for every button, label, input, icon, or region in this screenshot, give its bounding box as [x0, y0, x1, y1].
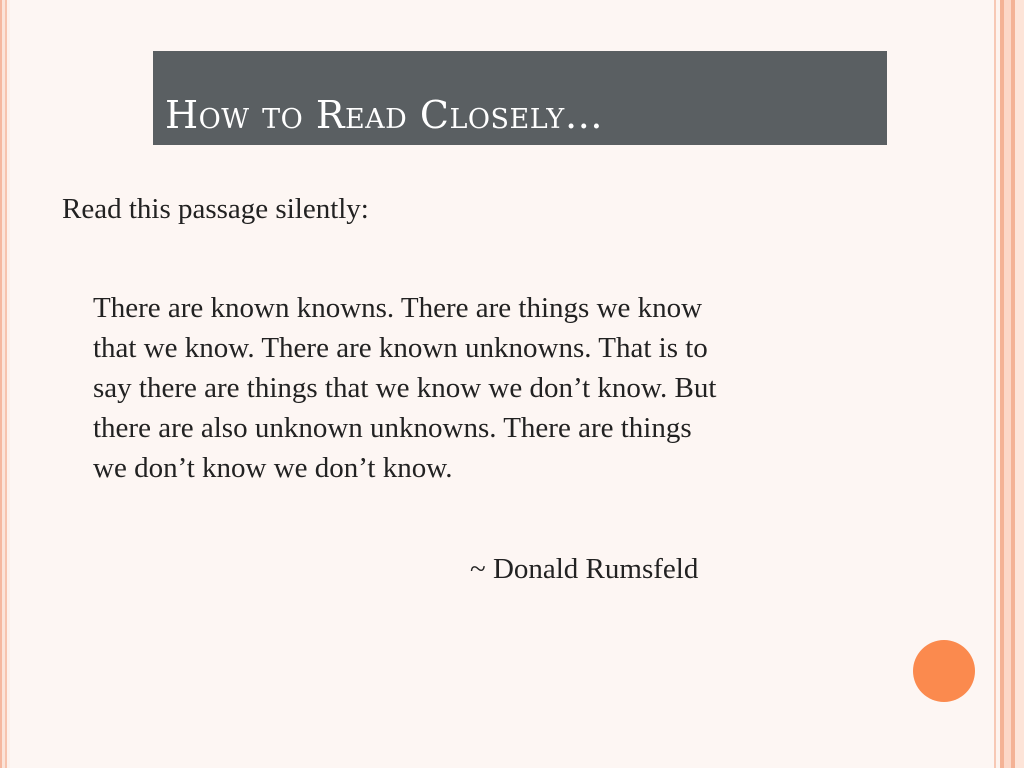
quote-line: say there are things that we know we don’t know. But — [93, 372, 717, 404]
quote-attribution: ~ Donald Rumsfeld — [470, 553, 699, 585]
quote-line: we don’t know we don’t know. — [93, 452, 453, 484]
quote-line: There are known knowns. There are things we know — [93, 292, 703, 324]
left-decorative-border — [0, 0, 10, 768]
slide-title: How to Read Closely… — [165, 93, 604, 137]
quote-passage — [93, 288, 963, 488]
right-decorative-border — [974, 0, 1024, 768]
intro-text: Read this passage silently: — [62, 193, 369, 225]
quote-line: there are also unknown unknowns. There are things — [93, 412, 692, 444]
quote-line: that we know. There are known unknowns. That is to — [93, 332, 708, 364]
decorative-circle — [913, 640, 975, 702]
